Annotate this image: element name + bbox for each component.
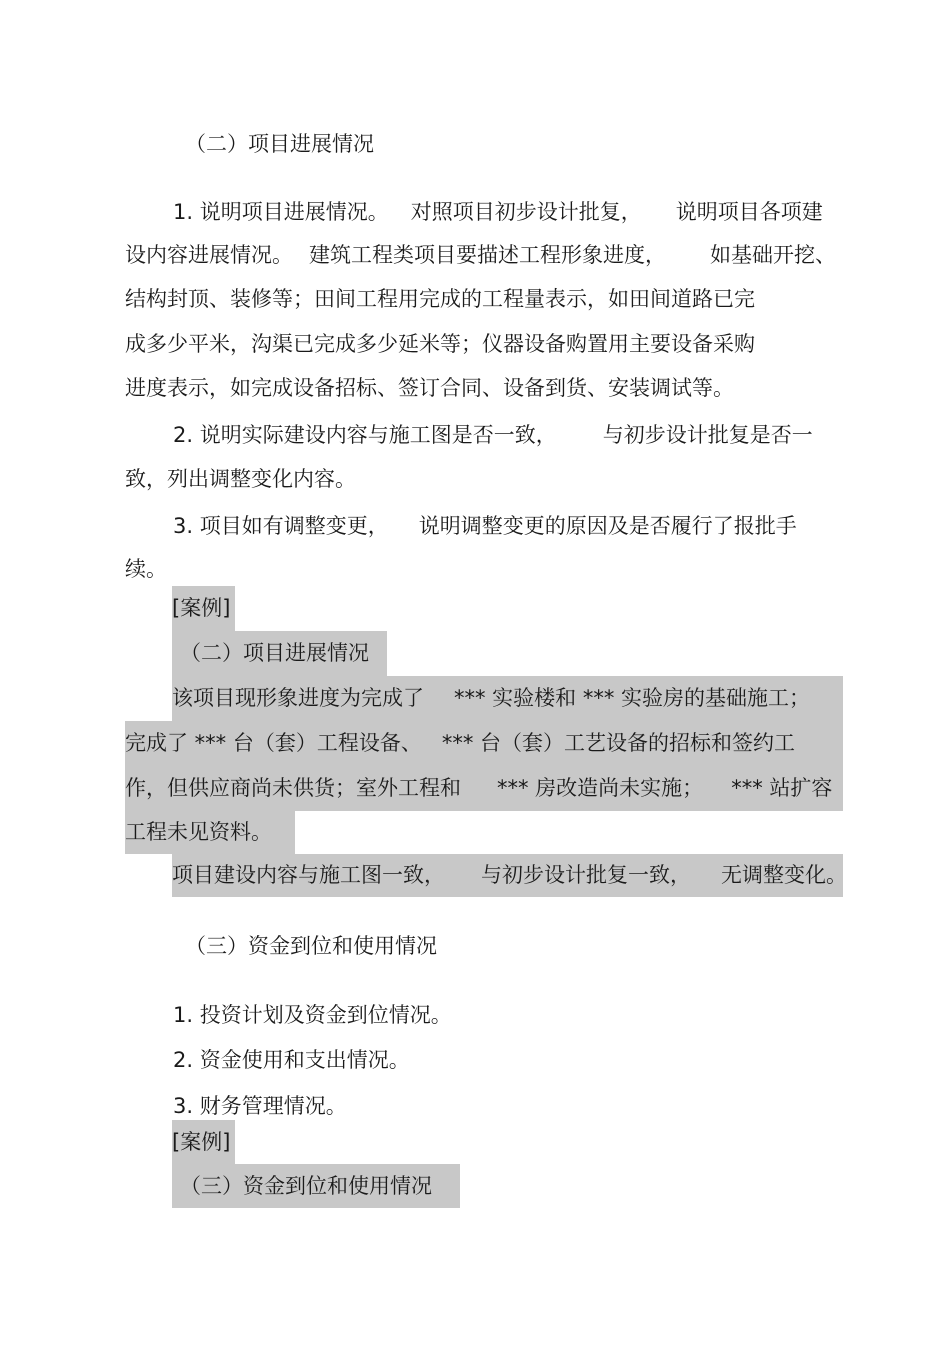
paragraph-line: 进度表示，如完成设备招标、签订合同、设备到货、安装调试等。 bbox=[125, 376, 734, 400]
paragraph-line: 成多少平米，沟渠已完成多少延米等；仪器设备购置用主要设备采购 bbox=[125, 332, 755, 356]
paragraph-line: 结构封顶、装修等；田间工程用完成的工程量表示，如田间道路已完 bbox=[125, 287, 755, 311]
case-line bbox=[125, 766, 843, 811]
text-segment: 与初步设计批复是否一 bbox=[602, 423, 813, 447]
text-segment: 完成了 *** 台（套）工程设备、 bbox=[125, 731, 422, 755]
text-segment: *** 站扩容 bbox=[731, 776, 833, 800]
text-segment: 无调整变化。 bbox=[721, 863, 847, 887]
case-label: [案例] bbox=[172, 586, 235, 631]
text-segment: 说明项目各项建 bbox=[675, 200, 823, 224]
text-segment: 对照项目初步设计批复， bbox=[410, 200, 642, 224]
paragraph-line bbox=[125, 241, 836, 269]
text-segment: 与初步设计批复一致， bbox=[481, 863, 691, 887]
list-item: 1. 投资计划及资金到位情况。 bbox=[173, 1003, 452, 1027]
paragraph-line bbox=[173, 512, 797, 540]
case-heading: （二）项目进展情况 bbox=[172, 631, 387, 676]
text-segment: 说明调整变更的原因及是否履行了报批手 bbox=[418, 514, 797, 538]
text-segment: 2. 说明实际建设内容与施工图是否一致， bbox=[173, 423, 557, 447]
case-heading: （三）资金到位和使用情况 bbox=[172, 1164, 460, 1208]
case-label: [案例] bbox=[172, 1120, 235, 1164]
list-item: 2. 资金使用和支出情况。 bbox=[173, 1048, 410, 1072]
text-segment: *** 房改造尚未实施； bbox=[497, 776, 704, 800]
text-segment: 如基础开挖、 bbox=[710, 243, 836, 267]
text-segment: 设内容进展情况。 bbox=[125, 243, 293, 267]
text-segment: 项目建设内容与施工图一致， bbox=[172, 863, 445, 887]
text-segment: 1. 说明项目进展情况。 bbox=[173, 200, 389, 224]
case-line bbox=[125, 721, 843, 766]
text-segment: 作，但供应商尚未供货；室外工程和 bbox=[125, 776, 461, 800]
paragraph-line: 致，列出调整变化内容。 bbox=[125, 467, 356, 491]
case-line bbox=[172, 854, 847, 897]
section-heading: （二）项目进展情况 bbox=[185, 132, 374, 156]
text-segment: 该项目现形象进度为完成了 bbox=[172, 686, 424, 710]
text-segment: 3. 项目如有调整变更， bbox=[173, 514, 389, 538]
text-segment: *** 台（套）工艺设备的招标和签约工 bbox=[441, 731, 796, 755]
section-heading: （三）资金到位和使用情况 bbox=[185, 934, 437, 958]
case-line bbox=[172, 676, 843, 721]
paragraph-line: 续。 bbox=[125, 557, 167, 581]
text-segment: *** 实验楼和 *** 实验房的基础施工； bbox=[454, 686, 811, 710]
case-line: 工程未见资料。 bbox=[125, 811, 295, 854]
text-segment: 建筑工程类项目要描述工程形象进度， bbox=[309, 243, 666, 267]
paragraph-line bbox=[173, 421, 813, 449]
list-item: 3. 财务管理情况。 bbox=[173, 1094, 347, 1118]
paragraph-line bbox=[173, 198, 823, 226]
